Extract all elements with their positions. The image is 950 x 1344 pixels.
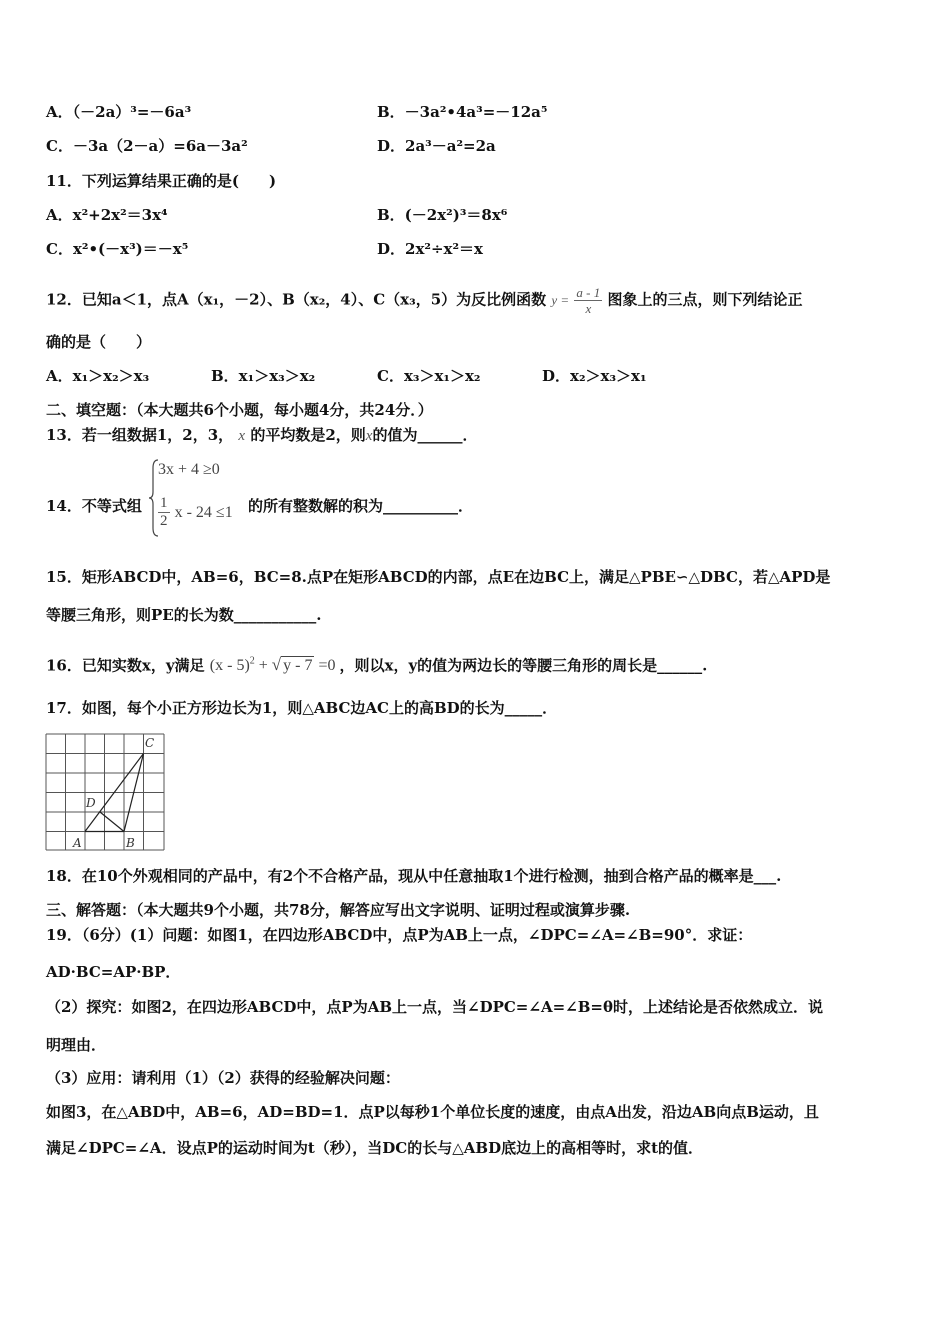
q12-option-a: A．x₁＞x₂＞x₃ xyxy=(46,367,150,385)
q11-option-c: C．x²•(－x³)＝－x⁵ xyxy=(46,240,189,258)
q13-variable-x: x xyxy=(238,428,246,444)
q17-label-a: A xyxy=(73,836,82,850)
q12-function-numerator: a - 1 xyxy=(576,285,601,300)
q19-line1: 19．（6分）(1）问题：如图1，在四边形ABCD中，点P为AB上一点，∠DPC=∠A=∠B=90°．求证： xyxy=(46,926,753,944)
q13-mid: 的平均数是2，则 xyxy=(250,426,366,444)
q16-expr-equals: =0 xyxy=(318,657,336,675)
q17-altitude-bd xyxy=(100,812,124,832)
section-3-heading: 三、解答题：（本大题共9个小题，共78分，解答应写出文字说明、证明过程或演算步骤. xyxy=(46,901,631,919)
q13-post: 的值为______． xyxy=(372,426,478,444)
q12-function-denominator: x xyxy=(585,301,592,316)
q14-pre: 14．不等式组 xyxy=(46,497,142,515)
q10-option-a: A．（－2a）³=－6a³ xyxy=(46,103,192,121)
q11-stem: 11．下列运算结果正确的是( ) xyxy=(46,172,277,190)
q12-option-b: B．x₁＞x₃＞x₂ xyxy=(211,367,316,385)
q13 xyxy=(46,425,477,446)
q16-post: ，则以x，y的值为两边长的等腰三角形的周长是______. xyxy=(339,656,708,675)
q14-row2 xyxy=(158,495,233,530)
q17-label-d: D xyxy=(86,796,96,810)
q16-radical-sign: √ xyxy=(271,655,282,675)
q12-function-lhs: y = xyxy=(551,292,570,308)
q12-option-d: D．x₂＞x₃＞x₁ xyxy=(542,367,647,385)
q16 xyxy=(46,652,707,676)
q17-text: 17．如图，每个小正方形边长为1，则△ABC边AC上的高BD的长为_____． xyxy=(46,699,558,717)
q14-post: 的所有整数解的积为__________． xyxy=(248,497,474,515)
q17-grid-figure xyxy=(44,732,166,852)
q14-fraction-denominator: 2 xyxy=(160,513,168,529)
q14-row1: 3x + 4 ≥0 xyxy=(158,461,220,478)
section-2-heading: 二、填空题：（本大题共6个小题，每小题4分，共24分．） xyxy=(46,401,433,419)
q10-option-c: C．－3a（2－a）=6a－3a² xyxy=(46,137,248,155)
q18-text: 18．在10个外观相同的产品中，有2个不合格产品，现从中任意抽取1个进行检测，抽到合格产品的概率是___. xyxy=(46,867,782,885)
q14-half-fraction xyxy=(158,495,170,530)
q12-stem xyxy=(46,285,803,316)
q14-row2-rest: x - 24 ≤1 xyxy=(174,504,233,521)
q17-label-b: B xyxy=(126,836,135,850)
q19-line6: 如图3，在△ABD中，AB=6，AD=BD=1．点P以每秒1个单位长度的速度，由点A出发，沿边AB向点B运动，且 xyxy=(46,1103,819,1121)
q19-line5: （3）应用：请利用（1）（2）获得的经验解决问题： xyxy=(46,1069,400,1087)
q16-pre: 16．已知实数x，y满足 xyxy=(46,656,205,675)
q11-option-a: A．x²+2x²＝3x⁴ xyxy=(46,206,168,224)
q12-stem-pre: 12．已知a＜1，点A（x₁，－2）、B（x₂，4）、C（x₃，5）为反比例函数 xyxy=(46,290,547,309)
q19-line2: AD·BC=AP·BP． xyxy=(46,963,181,981)
q16-expr-plus: + xyxy=(258,657,268,675)
q16-expr-root: y - 7 xyxy=(283,657,313,675)
q10-option-d: D．2a³－a²=2a xyxy=(377,137,496,155)
q19-line4: 明理由． xyxy=(46,1036,107,1054)
q17-label-c: C xyxy=(145,736,155,750)
q19-line3: （2）探究：如图2，在四边形ABCD中，点P为AB上一点，当∠DPC=∠A=∠B=θ时，上述结论是否依然成立．说 xyxy=(46,998,823,1016)
q12-stem-post: 图象上的三点，则下列结论正 xyxy=(607,290,803,309)
q11-option-b: B．(－2x²)³＝8x⁶ xyxy=(377,206,508,224)
q10-option-b: B．－3a²•4a³=－12a⁵ xyxy=(377,103,548,121)
q14-fraction-numerator: 1 xyxy=(160,495,168,511)
q12-function-fraction xyxy=(574,285,602,316)
q12-option-c: C．x₃＞x₁＞x₂ xyxy=(377,367,481,385)
q19-line7: 满足∠DPC=∠A．设点P的运动时间为t（秒），当DC的长与△ABD底边上的高相等时，求t的值． xyxy=(46,1139,704,1157)
q16-expr-exponent: 2 xyxy=(249,656,255,667)
q17-grid-lines xyxy=(46,734,164,850)
q15-line1: 15．矩形ABCD中，AB=6，BC=8.点P在矩形ABCD的内部，点E在边BC上，满足△PBE∽△DBC，若△APD是 xyxy=(46,568,831,586)
q13-pre: 13．若一组数据1，2，3， xyxy=(46,426,234,444)
q16-expression xyxy=(210,657,340,674)
q13-variable-x2: x xyxy=(365,428,373,444)
q15-line2: 等腰三角形，则PE的长为数___________. xyxy=(46,606,322,624)
q11-option-d: D．2x²÷x²＝x xyxy=(377,240,483,258)
q12-stem-line2: 确的是（ ） xyxy=(46,333,152,351)
q16-expr-square: (x - 5) xyxy=(209,657,250,675)
